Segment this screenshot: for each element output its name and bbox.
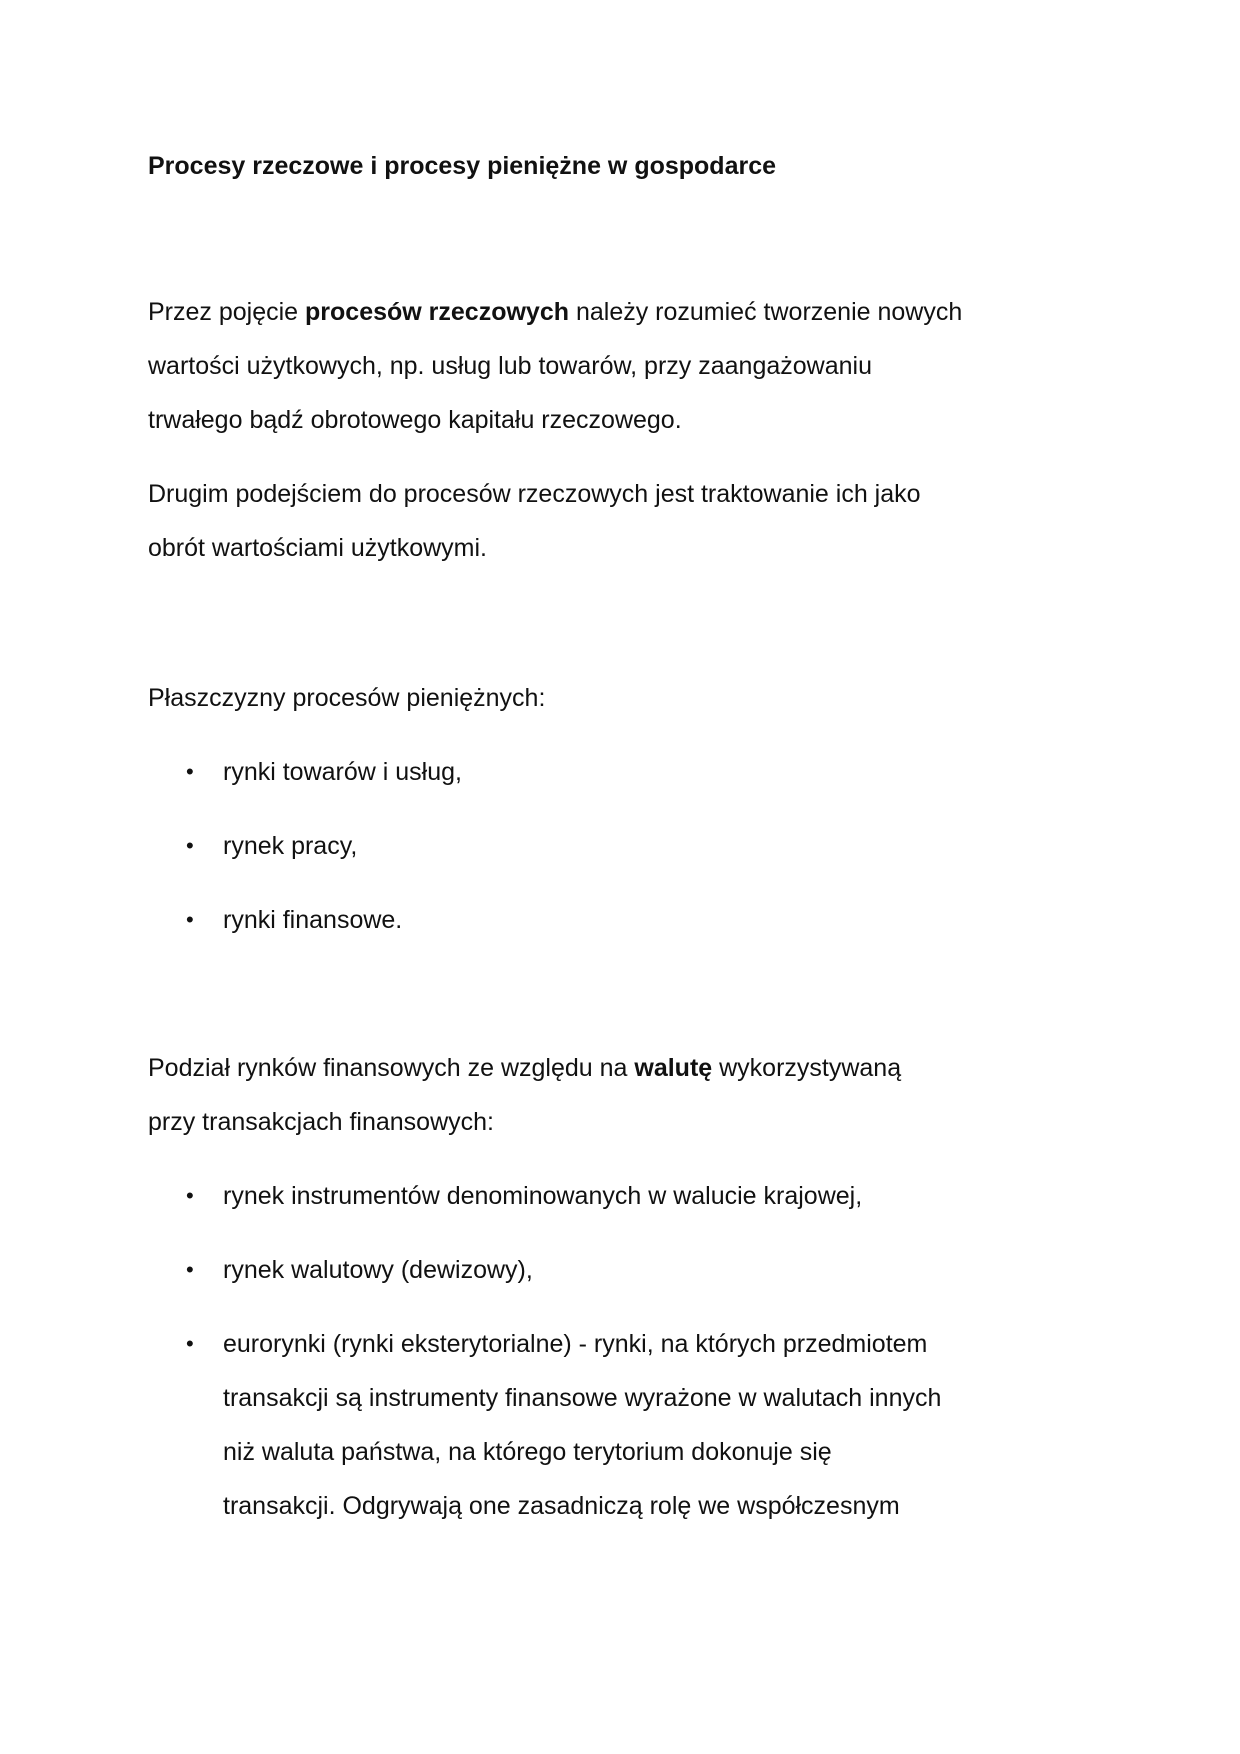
- list-item-text: rynek walutowy (dewizowy),: [223, 1256, 533, 1284]
- paragraph-1-line-3: trwałego bądź obrotowego kapitału rzeczowego.: [148, 406, 682, 434]
- list-item-line: niż waluta państwa, na którego terytorium dokonuje się: [223, 1438, 832, 1466]
- bullet-icon: •: [186, 1257, 194, 1282]
- paragraph-2-line-1: Drugim podejściem do procesów rzeczowych jest traktowanie ich jako: [148, 480, 921, 508]
- text-span: Przez pojęcie: [148, 298, 306, 326]
- paragraph-1-line-2: wartości użytkowych, np. usług lub towarów, przy zaangażowaniu: [148, 352, 872, 380]
- paragraph-4-line-2: przy transakcjach finansowych:: [148, 1108, 494, 1136]
- paragraph-2-line-2: obrót wartościami użytkowymi.: [148, 534, 487, 562]
- paragraph-1-line-1: [148, 285, 1028, 339]
- bullet-icon: •: [186, 907, 194, 932]
- list-item-text: rynek pracy,: [223, 832, 358, 860]
- list-item-text: [223, 1317, 941, 1533]
- section-heading-plaszczyzny: Płaszczyzny procesów pieniężnych:: [148, 684, 546, 712]
- list-item-text: rynki towarów i usług,: [223, 758, 462, 786]
- list-item-line: eurorynki (rynki eksterytorialne) - rynki, na których przedmiotem: [223, 1330, 928, 1358]
- list-item-text: rynki finansowe.: [223, 906, 403, 934]
- text-span: Podział rynków finansowych ze względu na: [148, 1054, 635, 1082]
- list-item-line: transakcji są instrumenty finansowe wyrażone w walutach innych: [223, 1384, 942, 1412]
- paragraph-4-line-1: [148, 1041, 1028, 1095]
- bullet-icon: •: [186, 1183, 194, 1208]
- bullet-icon: •: [186, 759, 194, 784]
- bullet-icon: •: [186, 1331, 194, 1356]
- list-item-text: rynek instrumentów denominowanych w walucie krajowej,: [223, 1182, 863, 1210]
- list-item-line: transakcji. Odgrywają one zasadniczą rolę we współczesnym: [223, 1492, 900, 1520]
- page-title: Procesy rzeczowe i procesy pieniężne w gospodarce: [148, 152, 777, 180]
- bullet-icon: •: [186, 833, 194, 858]
- bold-term-waluta: walutę: [634, 1054, 713, 1082]
- text-span: wykorzystywaną: [712, 1054, 902, 1082]
- text-span: należy rozumieć tworzenie nowych: [569, 298, 963, 326]
- bold-term-procesy-rzeczowe: procesów rzeczowych: [305, 298, 570, 326]
